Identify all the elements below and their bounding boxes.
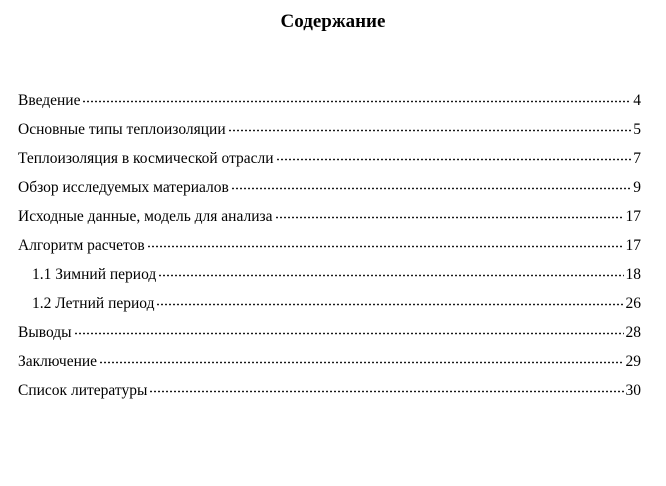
toc-subentry[interactable] (18, 289, 641, 318)
toc-entry[interactable] (18, 376, 641, 405)
toc-entry-label: Обзор исследуемых материалов (18, 179, 229, 196)
toc-entry-label: Исходные данные, модель для анализа (18, 208, 273, 225)
dot-leader (82, 89, 631, 103)
toc-entry-label: Введение (18, 92, 81, 109)
toc-entry-page: 28 (625, 324, 641, 341)
dot-leader (156, 292, 623, 306)
toc-entry-label: Алгоритм расчетов (18, 237, 145, 254)
dot-leader (99, 350, 623, 364)
toc-entry-page: 4 (633, 92, 641, 109)
toc-entry[interactable] (18, 318, 641, 347)
toc-entry-page: 26 (625, 295, 641, 312)
toc-entry-page: 9 (633, 179, 641, 196)
toc-entry[interactable] (18, 144, 641, 173)
dot-leader (275, 205, 624, 219)
dot-leader (74, 321, 624, 335)
toc-entry-label: Список литературы (18, 382, 148, 399)
toc-entry-page: 17 (625, 208, 641, 225)
toc-entry[interactable] (18, 347, 641, 376)
table-of-contents (18, 86, 641, 405)
toc-entry-page: 29 (625, 353, 641, 370)
toc-entry-page: 17 (625, 237, 641, 254)
page-title: Содержание (280, 11, 386, 32)
toc-entry-label: 1.2 Летний период (32, 295, 155, 312)
toc-entry-label: Теплоизоляция в космической отрасли (18, 150, 274, 167)
dot-leader (149, 379, 623, 393)
dot-leader (147, 234, 624, 248)
toc-entry-label: Заключение (18, 353, 98, 370)
toc-entry-page: 5 (633, 121, 641, 138)
toc-entry-label: Выводы (18, 324, 72, 341)
toc-entry-page: 30 (625, 382, 641, 399)
dot-leader (158, 263, 623, 277)
toc-entry[interactable] (18, 173, 641, 202)
toc-entry[interactable] (18, 115, 641, 144)
dot-leader (228, 118, 632, 132)
toc-subentry[interactable] (18, 260, 641, 289)
toc-entry[interactable] (18, 231, 641, 260)
toc-entry-page: 7 (633, 150, 641, 167)
toc-entry[interactable] (18, 86, 641, 115)
dot-leader (231, 176, 631, 190)
toc-entry-label: Основные типы теплоизоляции (18, 121, 226, 138)
dot-leader (276, 147, 632, 161)
toc-entry-page: 18 (625, 266, 641, 283)
toc-entry-label: 1.1 Зимний период (32, 266, 157, 283)
toc-entry[interactable] (18, 202, 641, 231)
